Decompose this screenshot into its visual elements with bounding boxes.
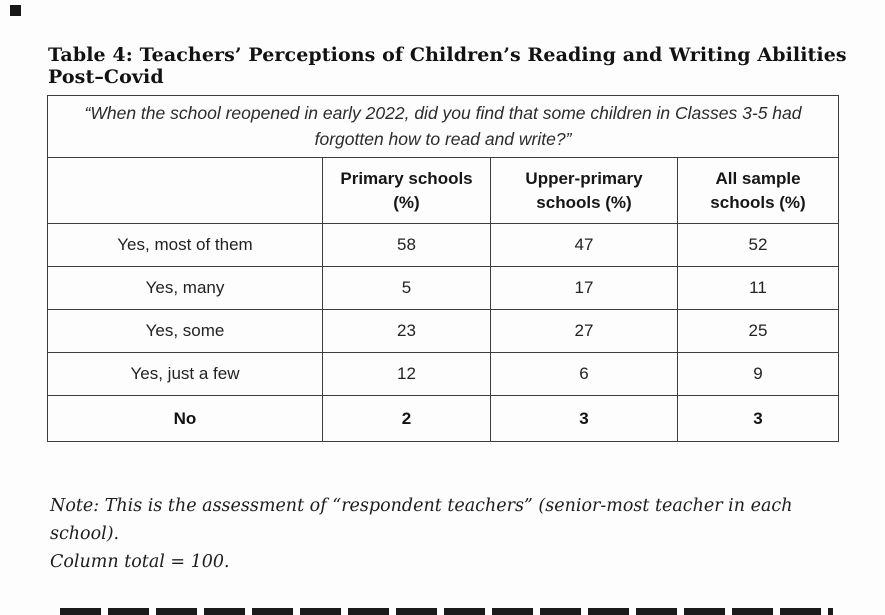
cell-value: 47 bbox=[491, 224, 678, 267]
column-header-primary: Primary schools (%) bbox=[323, 158, 491, 224]
cell-value: 3 bbox=[491, 396, 678, 442]
table-footnote bbox=[50, 492, 810, 576]
cell-value: 6 bbox=[491, 353, 678, 396]
cutoff-content-bar bbox=[60, 608, 833, 615]
cell-value: 17 bbox=[491, 267, 678, 310]
page-corner-artifact bbox=[10, 5, 21, 16]
row-label: No bbox=[48, 396, 323, 442]
row-label: Yes, many bbox=[48, 267, 323, 310]
cell-value: 3 bbox=[678, 396, 839, 442]
survey-question-row bbox=[48, 96, 839, 158]
footnote-line-1: Note: This is the assessment of “respondent teachers” (senior-most teacher in each school). bbox=[50, 496, 793, 544]
column-header-all-sample: All sample schools (%) bbox=[678, 158, 839, 224]
table-row bbox=[48, 353, 839, 396]
row-label: Yes, some bbox=[48, 310, 323, 353]
row-label: Yes, just a few bbox=[48, 353, 323, 396]
cell-value: 23 bbox=[323, 310, 491, 353]
column-header-empty bbox=[48, 158, 323, 224]
table-row bbox=[48, 267, 839, 310]
cell-value: 11 bbox=[678, 267, 839, 310]
column-header-row bbox=[48, 158, 839, 224]
row-label: Yes, most of them bbox=[48, 224, 323, 267]
cell-value: 9 bbox=[678, 353, 839, 396]
footnote-line-2: Column total = 100. bbox=[50, 552, 230, 572]
table-row bbox=[48, 224, 839, 267]
table-row bbox=[48, 310, 839, 353]
cell-value: 58 bbox=[323, 224, 491, 267]
cell-value: 27 bbox=[491, 310, 678, 353]
column-header-upper-primary: Upper-primary schools (%) bbox=[491, 158, 678, 224]
table-caption: Table 4: Teachers’ Perceptions of Children’s Reading and Writing Abilities Post–Covid bbox=[48, 44, 847, 88]
survey-results-table bbox=[47, 95, 839, 442]
cell-value: 52 bbox=[678, 224, 839, 267]
survey-question: “When the school reopened in early 2022, did you find that some children in Classes 3-5 had forgotten how to read and write?” bbox=[48, 96, 839, 158]
table-row-no bbox=[48, 396, 839, 442]
cell-value: 12 bbox=[323, 353, 491, 396]
cell-value: 2 bbox=[323, 396, 491, 442]
cell-value: 25 bbox=[678, 310, 839, 353]
cell-value: 5 bbox=[323, 267, 491, 310]
